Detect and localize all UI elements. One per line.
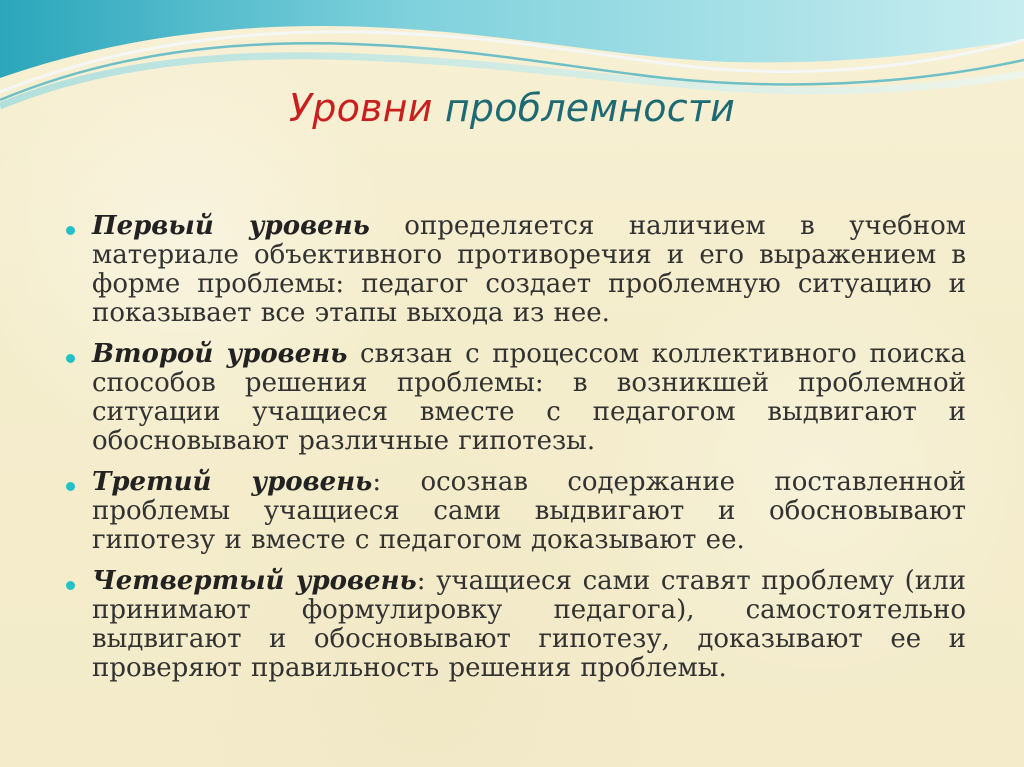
- bullet-icon: [66, 581, 75, 590]
- list-item: [66, 468, 966, 555]
- bullet-icon: [66, 354, 75, 363]
- bullet-body: : учащиеся сами ставят проблему (или принимают формулировку педагога), самостоятельно выдвигают и обосновывают гипотезу, доказывают ее и проверяют правильность решения проблемы.: [92, 566, 966, 683]
- slide-title: [0, 88, 1024, 130]
- bullet-label: Четвертый уровень: [92, 566, 417, 596]
- bullet-text: [92, 212, 966, 328]
- bullet-label: Второй уровень: [92, 339, 348, 369]
- bullet-icon: [66, 482, 75, 491]
- slide-title-part2: проблемности: [444, 86, 736, 130]
- list-item: [66, 567, 966, 683]
- bullet-body: определяется наличием в учебном материале объективного противоречия и его выражением в форме проблемы: педагог создает проблемную ситуацию и показывает все этапы выхода из нее.: [92, 211, 966, 328]
- bullet-text: [92, 567, 966, 683]
- bullet-text: [92, 468, 966, 555]
- bullet-body: связан с процессом коллективного поиска способов решения проблемы: в возникшей проблемной ситуации учащиеся вместе с педагогом выдвигают и обосновывают различные гипотезы.: [92, 339, 966, 456]
- bullet-list: [66, 212, 966, 695]
- bullet-label: Третий уровень: [92, 467, 373, 497]
- bullet-label: Первый уровень: [92, 211, 370, 241]
- bullet-body: : осознав содержание поставленной проблемы учащиеся сами выдвигают и обосновывают гипотезу и вместе с педагогом доказывают ее.: [92, 467, 966, 555]
- bullet-icon: [66, 226, 75, 235]
- slide-title-part1: Уровни: [288, 86, 433, 130]
- list-item: [66, 340, 966, 456]
- list-item: [66, 212, 966, 328]
- bullet-text: [92, 340, 966, 456]
